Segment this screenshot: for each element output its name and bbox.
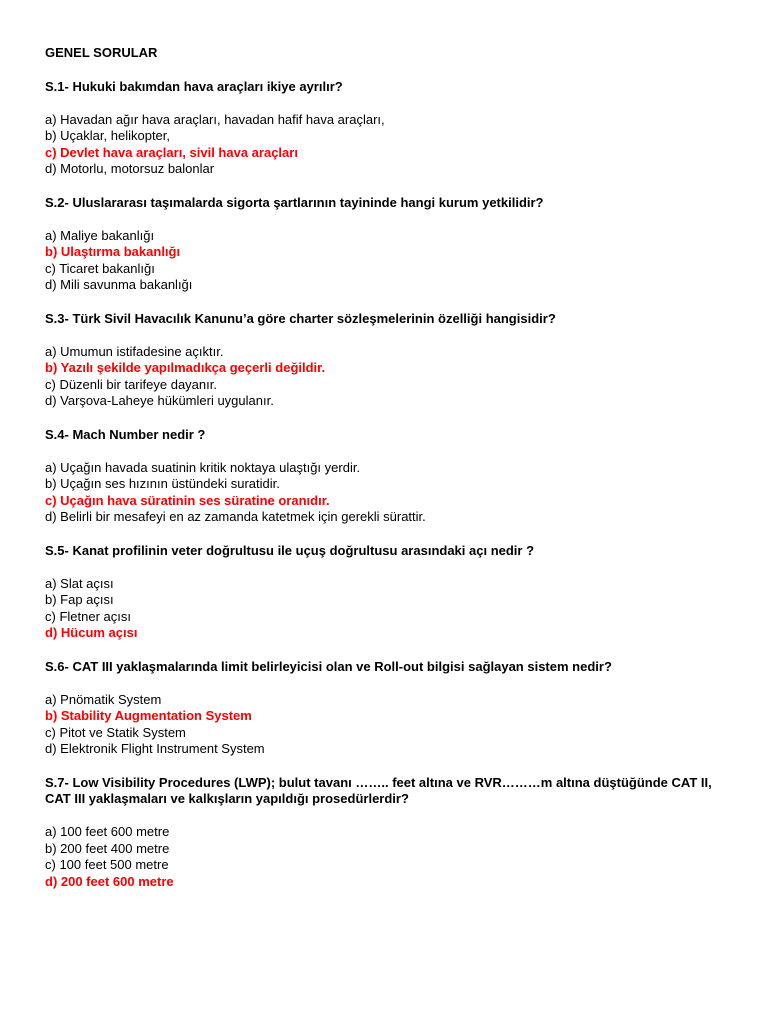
answer-option: d) Belirli bir mesafeyi en az zamanda katetmek için gerekli sürattir. [45, 509, 426, 524]
question-block [45, 311, 768, 410]
question-text: S.2- Uluslararası taşımalarda sigorta şartlarının tayininde hangi kurum yetkilidir? [45, 194, 544, 210]
correct-answer-option: b) Stability Augmentation System [45, 708, 252, 723]
question-text: S.3- Türk Sivil Havacılık Kanunu’a göre charter sözleşmelerinin özelliği hangisidir? [45, 310, 556, 326]
answer-option: d) Varşova-Laheye hükümleri uygulanır. [45, 393, 274, 408]
answer-option: d) Elektronik Flight Instrument System [45, 741, 265, 756]
answer-option: c) Fletner açısı [45, 608, 131, 624]
answer-option: d) Motorlu, motorsuz balonlar [45, 161, 215, 176]
answer-option: a) Slat açısı [45, 575, 114, 591]
correct-answer-option: b) Yazılı şekilde yapılmadıkça geçerli değildir. [45, 360, 326, 375]
question-text: S.5- Kanat profilinin veter doğrultusu ile uçuş doğrultusu arasındaki açı nedir ? [45, 542, 535, 558]
answer-option: b) Fap açısı [45, 592, 114, 607]
answer-option: b) 200 feet 400 metre [45, 840, 170, 856]
answer-option: a) Uçağın havada suatinin kritik noktaya ulaştığı yerdir. [45, 459, 361, 475]
correct-answer-option: d) 200 feet 600 metre [45, 873, 174, 889]
question-block [45, 775, 768, 891]
correct-answer-option: d) Hücum açısı [45, 625, 138, 640]
answer-option: a) Umumun istifadesine açıktır. [45, 343, 224, 359]
question-list [45, 79, 768, 891]
question-text: S.4- Mach Number nedir ? [45, 426, 206, 442]
question-block [45, 659, 768, 758]
answer-option: a) Pnömatik System [45, 691, 162, 707]
answer-option: c) Ticaret bakanlığı [45, 260, 155, 276]
answer-option: a) 100 feet 600 metre [45, 824, 170, 839]
answer-option: a) Havadan ağır hava araçları, havadan hafif hava araçları, [45, 111, 385, 127]
answer-option: a) Maliye bakanlığı [45, 227, 155, 243]
question-block [45, 427, 768, 526]
question-text: S.1- Hukuki bakımdan hava araçları ikiye ayrılır? [45, 78, 343, 94]
correct-answer-option: b) Ulaştırma bakanlığı [45, 244, 181, 259]
answer-option: b) Uçağın ses hızının üstündeki suratidir. [45, 476, 280, 491]
question-text: S.6- CAT III yaklaşmalarında limit belirleyicisi olan ve Roll-out bilgisi sağlayan sistem nedir? [45, 658, 612, 674]
answer-option: b) Uçaklar, helikopter, [45, 128, 171, 143]
document-title: GENEL SORULAR [45, 45, 158, 60]
question-text: S.7- Low Visibility Procedures (LWP); bulut tavanı …….. feet altına ve RVR………m altına düştüğünde CAT II, CAT III yaklaşmaları ve kalkışların yapıldığı prosedürlerdir? [45, 774, 712, 806]
answer-option: d) Mili savunma bakanlığı [45, 277, 193, 292]
correct-answer-option: c) Devlet hava araçları, sivil hava araçları [45, 144, 298, 160]
question-block [45, 79, 768, 178]
answer-option: c) 100 feet 500 metre [45, 857, 169, 872]
question-block [45, 195, 768, 294]
answer-option: c) Pitot ve Statik System [45, 724, 186, 740]
correct-answer-option: c) Uçağın hava süratinin ses süratine oranıdır. [45, 492, 330, 508]
question-block [45, 543, 768, 642]
answer-option: c) Düzenli bir tarifeye dayanır. [45, 376, 217, 392]
